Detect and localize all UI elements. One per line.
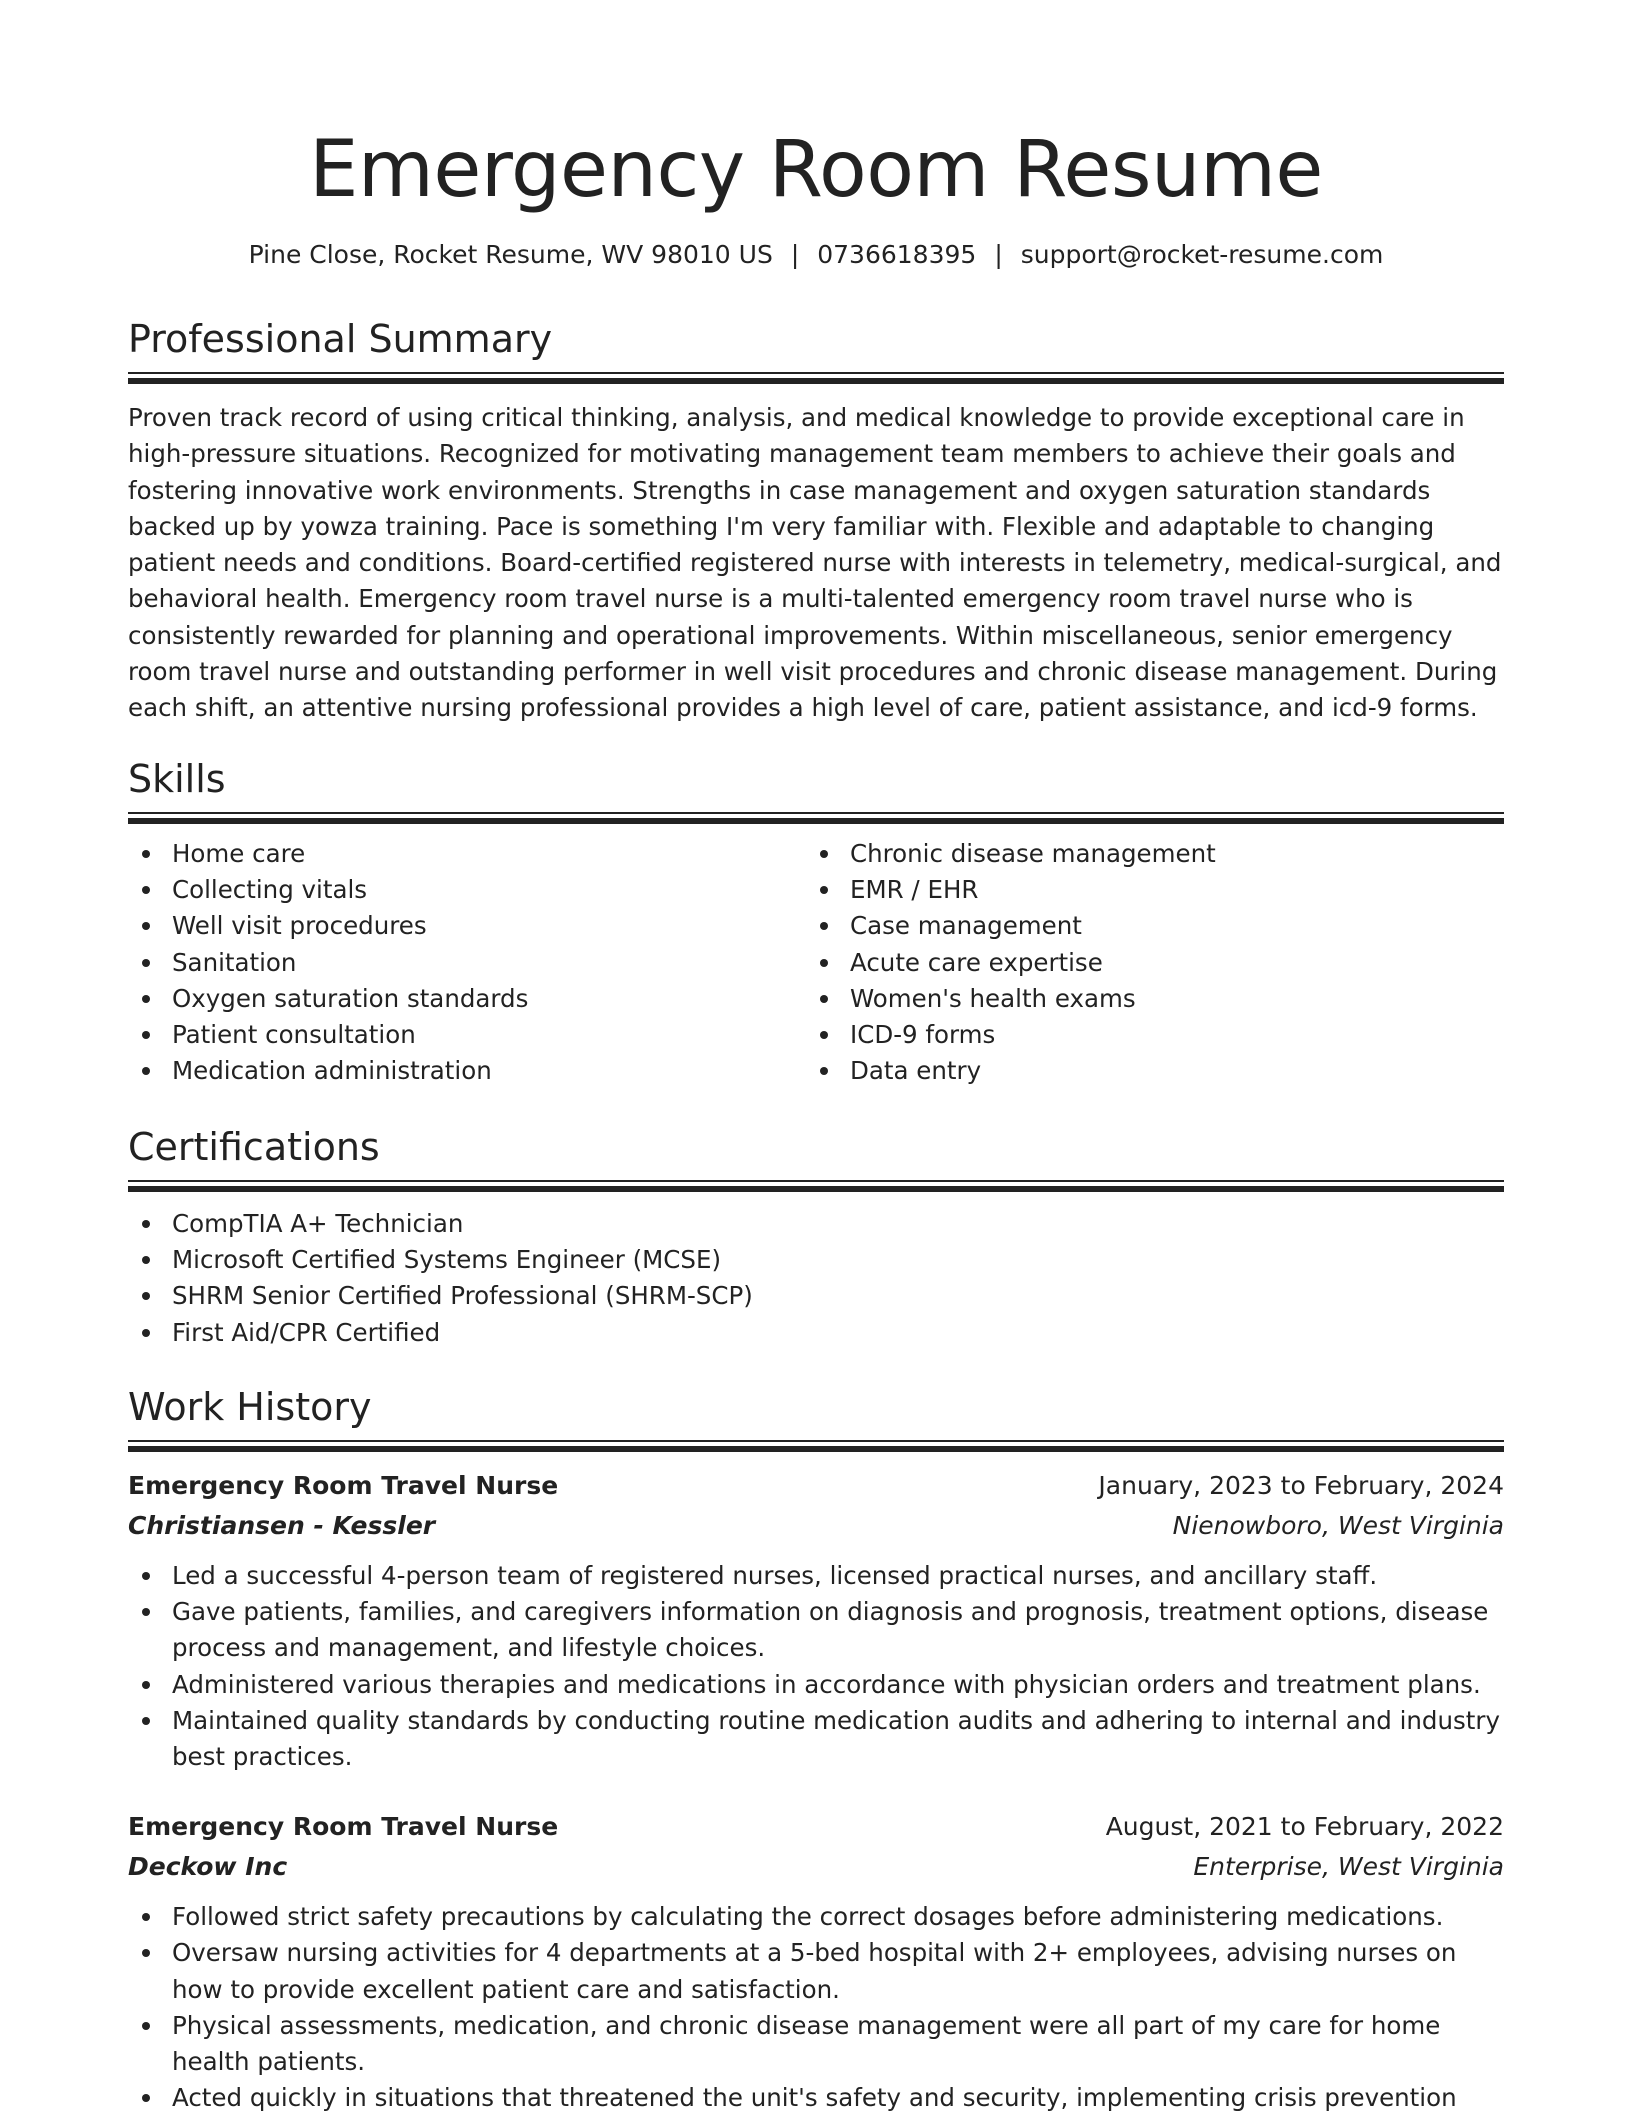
job-duties xyxy=(128,1899,1504,2116)
skill-item: EMR / EHR xyxy=(806,872,1484,908)
section-divider-thick xyxy=(128,1186,1504,1192)
certification-item: Microsoft Certified Systems Engineer (MCSE) xyxy=(128,1242,1504,1278)
job-duty-item: Maintained quality standards by conducting routine medication audits and adhering to internal and industry best practices. xyxy=(128,1703,1504,1775)
job-title: Emergency Room Travel Nurse xyxy=(128,1812,559,1842)
certifications-section xyxy=(128,1122,1504,1351)
skills-list-left xyxy=(128,836,806,1089)
job-header xyxy=(128,1466,1504,1506)
work-history-section xyxy=(128,1382,1504,2116)
job-entry xyxy=(128,1807,1504,2116)
skill-item: Oxygen saturation standards xyxy=(128,981,806,1017)
section-divider-thick xyxy=(128,818,1504,824)
contact-phone: 0736618395 xyxy=(817,240,977,269)
skills-heading: Skills xyxy=(128,757,226,801)
skill-item: Collecting vitals xyxy=(128,872,806,908)
job-duty-item: Acted quickly in situations that threatened the unit's safety and security, implementing crisis prevention xyxy=(128,2080,1504,2116)
summary-section xyxy=(128,314,1504,727)
job-dates: January, 2023 to February, 2024 xyxy=(1098,1471,1504,1500)
contact-address: Pine Close, Rocket Resume, WV 98010 US xyxy=(248,240,773,269)
section-divider xyxy=(128,812,1504,814)
skill-item: Case management xyxy=(806,908,1484,944)
summary-heading: Professional Summary xyxy=(128,317,553,361)
contact-line xyxy=(128,238,1504,272)
section-divider-thick xyxy=(128,378,1504,384)
skill-item: Data entry xyxy=(806,1053,1484,1089)
job-duty-item: Gave patients, families, and caregivers information on diagnosis and prognosis, treatment options, disease process and management, and lifestyle choices. xyxy=(128,1594,1504,1666)
certification-item: SHRM Senior Certified Professional (SHRM-SCP) xyxy=(128,1278,1504,1314)
skill-item: Home care xyxy=(128,836,806,872)
contact-separator: | xyxy=(790,240,800,269)
job-location: Nienowboro, West Virginia xyxy=(1172,1511,1504,1540)
certification-item: CompTIA A+ Technician xyxy=(128,1206,1504,1242)
job-location: Enterprise, West Virginia xyxy=(1193,1852,1504,1882)
job-duty-item: Followed strict safety precautions by calculating the correct dosages before administering medications. xyxy=(128,1899,1504,1935)
job-subheader xyxy=(128,1847,1504,1887)
skill-item: Patient consultation xyxy=(128,1017,806,1053)
job-company: Christiansen - Kessler xyxy=(128,1511,436,1540)
job-company: Deckow Inc xyxy=(128,1852,288,1882)
section-divider xyxy=(128,372,1504,374)
skills-list-right xyxy=(806,836,1484,1089)
section-divider xyxy=(128,1440,1504,1442)
job-duties xyxy=(128,1558,1504,1775)
job-duty-item: Led a successful 4-person team of registered nurses, licensed practical nurses, and ancillary staff. xyxy=(128,1558,1504,1594)
skill-item: Chronic disease management xyxy=(806,836,1484,872)
job-duty-item: Physical assessments, medication, and chronic disease management were all part of my care for home health patients. xyxy=(128,2008,1504,2080)
skill-item: Sanitation xyxy=(128,945,806,981)
job-dates: August, 2021 to February, 2022 xyxy=(1105,1812,1504,1842)
skill-item: Acute care expertise xyxy=(806,945,1484,981)
job-duty-item: Oversaw nursing activities for 4 departments at a 5-bed hospital with 2+ employees, advising nurses on how to provide excellent patient care and satisfaction. xyxy=(128,1935,1504,2007)
section-divider-thick xyxy=(128,1446,1504,1452)
job-title: Emergency Room Travel Nurse xyxy=(128,1471,559,1500)
job-entry xyxy=(128,1466,1504,1775)
certifications-list xyxy=(128,1206,1504,1351)
skill-item: Medication administration xyxy=(128,1053,806,1089)
skills-columns xyxy=(128,836,1504,1089)
job-duty-item: Administered various therapies and medications in accordance with physician orders and treatment plans. xyxy=(128,1667,1504,1703)
skill-item: ICD-9 forms xyxy=(806,1017,1484,1053)
resume-page xyxy=(128,0,1504,2113)
contact-email: support@rocket-resume.com xyxy=(1020,240,1384,269)
certification-item: First Aid/CPR Certified xyxy=(128,1315,1504,1351)
certifications-heading: Certifications xyxy=(128,1125,380,1169)
section-divider xyxy=(128,1180,1504,1182)
job-header xyxy=(128,1807,1504,1847)
work-history-heading: Work History xyxy=(128,1385,372,1429)
job-subheader xyxy=(128,1506,1504,1546)
skill-item: Women's health exams xyxy=(806,981,1484,1017)
skill-item: Well visit procedures xyxy=(128,908,806,944)
skills-section xyxy=(128,754,1504,1089)
summary-text: Proven track record of using critical thinking, analysis, and medical knowledge to provide exceptional care in high-pressure situations. Recognized for motivating management team members to achieve their goals and fostering innovative work environments. Strengths in case management and oxygen saturation standards backed up by yowza training. Pace is something I'm very familiar with. Flexible and adaptable to changing patient needs and conditions. Board-certified registered nurse with interests in telemetry, medical-surgical, and behavioral health. Emergency room travel nurse is a multi-talented emergency room travel nurse who is consistently rewarded for planning and operational improvements. Within miscellaneous, senior emergency room travel nurse and outstanding performer in well visit procedures and chronic disease management. During each shift, an attentive nursing professional provides a high level of care, patient assistance, and icd-9 forms. xyxy=(128,403,1502,723)
resume-title: Emergency Room Resume xyxy=(309,125,1323,215)
contact-separator: | xyxy=(994,240,1003,269)
